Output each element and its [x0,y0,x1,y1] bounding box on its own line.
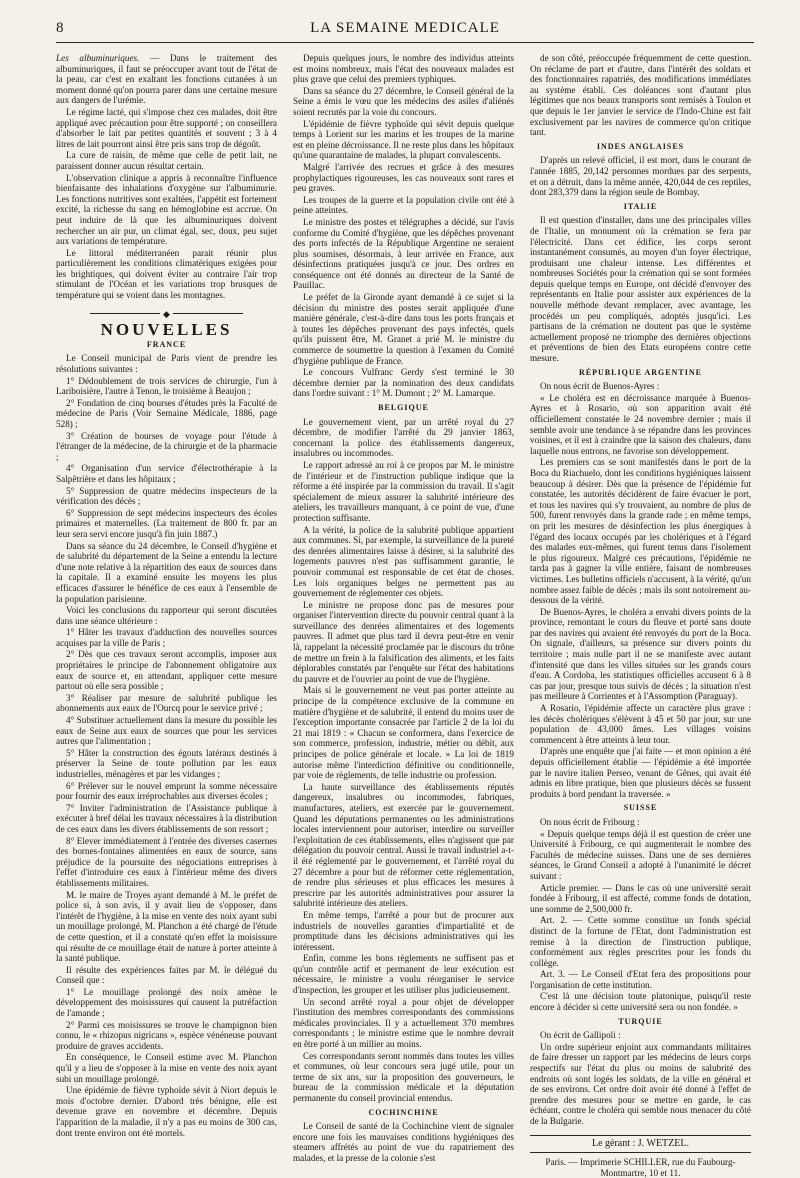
article-albuminurie-first: Les albuminuriques. — Dans le traitement des albuminuriques, il faut se préoccuper avant tout de l'état de la peau, car c'est en exaltant les fonctions cutanées à un moment donné qu'on pourra parer dans une certaine mesure aux dangers de l'urémie. [56,53,277,106]
paragraph: D'après une enquête que j'ai faite — et mon opinion a été depuis officiellement établie — l'épidémie a été importée par le navire italien Perseo, venant de Gênes, qui avait été admis en libre pratique, bien que plusieurs décès se fussent produits à bord pendant la traversée. » [530,746,751,799]
paragraph: Le concours Vulfranc Gerdy s'est terminé le 30 décembre dernier par la nomination des deux candidats dans l'ordre suivant : 1° M. Dumont ; 2° M. Lamarque. [293,367,514,399]
paragraph: Art. 2. — Cette somme constitue un fonds spécial distinct de la fortune de l'Etat, dont l'administration est remise à la direction de l'instruction publique, conformément aux règles prescrites pour les fonds du collège. [530,915,751,968]
paragraph: Le gouvernement vient, par un arrêté royal du 27 décembre, de modifier l'arrêté du 29 janvier 1863, concernant la police des établissements dangereux, insalubres ou incommodes. [293,416,514,459]
section-heading-suisse: SUISSE [623,803,658,813]
paragraph: La haute surveillance des établissements réputés dangereux, insalubres ou incommodes, fabriques, manufactures, ateliers, est exercée par le gouvernement. Quand les députations permanentes ou les administrations locales interviennent pour autoriser, interdire ou surveiller l'exploitation de ces établissements, elles n'agissent que par délégation du pouvoir central. Aussi le travail industriel a-t-il été réglementé par le gouvernement, et l'arrêté royal du 27 décembre a pour but de réformer cette réglementation, de rendre plus sérieuses et plus efficaces les mesures à prescrire par les autorités administratives pour assurer la salubrité intérieure des ateliers. [293,781,514,909]
paragraph: 4° Organisation d'un service d'électrothérapie à la Salpêtrière et dans les hôpitaux ; [56,463,277,484]
paragraph: On nous écrit de Fribourg : [540,816,640,827]
section-heading-nouvelles: NOUVELLES [100,320,233,340]
paragraph: « Le choléra est en décroissance marquée à Buenos-Ayres et à Rosario, où son apparition avait été officiellement constatée le 24 novembre dernier ; mais il semble avoir une tendance à se répandre dans les provinces voisines, et il est à craindre que la saison des chaleurs, dans laquelle nous entrons, ne favorise son développement. [530,392,751,456]
paragraph: « Depuis quelque temps déjà il est question de créer une Université à Fribourg, ce qui augmenterait le nombre des Facultés de médecine suisses. Dans une de ses dernières séances, le Grand Conseil a adopté à l'unanimité le décret suivant : [530,828,751,881]
paragraph: Article premier. — Dans le cas où une université serait fondée à Fribourg, il est affecté, comme fonds de dotation, une somme de 2,500,000 fr. [530,882,751,914]
paragraph: 2° Fondation de cinq bourses d'études près la Faculté de médecine de Paris (Voir Semaine Médicale, 1886, page 528) ; [56,397,277,429]
column-3 [530,53,751,1178]
printer-imprint: Paris. — Imprimerie SCHILLER, rue du Faubourg-Montmartre, 10 et 11. [545,1157,736,1178]
column-2 [293,53,514,1163]
paragraph: C'est là une décision toute platonique, puisqu'il reste encore à décider si cette université sera ou non fondée. » [530,991,751,1013]
paragraph: Voici les conclusions du rapporteur qui seront discutées dans une séance ultérieure : [56,605,277,626]
paragraph: Dans sa séance du 27 décembre, le Conseil général de la Seine a émis le vœu que les médecins des asiles d'aliénés soient recrutés par la voie du concours. [293,85,514,117]
paragraph: 2° Parmi ces moisissures se trouve le champignon bien connu, le « rhizopus nigricans », espèce vénéneuse pouvant produire de graves accidents. [56,1019,277,1051]
paragraph: Il est question d'installer, dans une des principales villes de l'Italie, un monument où la crémation se fera par l'électricité. Dans cet édifice, les corps seront instantanément consumés, au moyen d'un foyer électrique, produisant une chaleur intense. Les différentes et nombreuses Sociétés pour la crémation qui se sont formées depuis quelque temps en Europe, ont décidé d'envoyer des représentants en Italie pour assister aux expériences de la nouvelle méthode devant remplacer, avec avantage, les procédés un peu compliqués, adoptés jusqu'ici. Les partisans de la crémation ne doutent pas que le système actuellement proposé ne triomphe des dernières objections et préventions de bien des Etats européens contre cette mesure. [530,215,751,364]
paragraph: 2° Dès que ces travaux seront accomplis, imposer aux propriétaires le principe de l'abonnement obligatoire aux eaux de source et, en attendant, appliquer cette mesure partout où elle sera possible ; [56,649,277,692]
paragraph: En même temps, l'arrêté a pour but de procurer aux industriels de nouvelles garanties d'impartialité et de promptitude dans les décisions administratives qui les intéressent. [293,909,514,952]
paragraph: 5° Suppression de quatre médecins inspecteurs de la vérification des décès ; [56,485,277,507]
paragraph: Le Conseil municipal de Paris vient de prendre les résolutions suivantes : [56,353,277,375]
section-heading-indes: INDES ANGLAISES [596,141,685,151]
paragraph: Ces correspondants seront nommés dans toutes les villes et communes, où leur concours sera jugé utile, pour un terme de six ans, sur la proposition des gouverneurs, le bureau de la commission médicale et la députation permanente du conseil provincial entendus. [293,1050,514,1103]
section-heading-argentine: RÉPUBLIQUE ARGENTINE [579,367,702,377]
paragraph: Depuis quelques jours, le nombre des individus atteints est moins nombreux, mais l'état des nouveaux malades est plus grave que celui des premiers typhiques. [293,53,514,85]
paragraph: Art. 3. — Le Conseil d'Etat fera des propositions pour l'organisation de cette institution. [530,969,751,990]
paragraph: 1° Le mouillage prolongé des noix amène le développement des moisissures qui causent la putréfaction de l'amande ; [56,986,277,1019]
section-heading-france: FRANCE [146,339,187,349]
section-divider: ◆ [56,309,277,320]
gerant-signature: Le gérant : J. WETZEL. [530,1135,751,1154]
paragraph: A Rosario, l'épidémie affecte un caractère plus grave : les décès cholériques s'élèvent à 45 et 50 par jour, sur une population de 43,000 âmes. Les villages voisins commencent à être atteints à leur tour. [530,703,751,745]
section-heading-cochinchine: COCHINCHINE [368,1107,439,1117]
paragraph: 5° Hâter la construction des égouts latéraux destinés à préserver la Seine de toute pollution par les eaux industrielles, ménagères et par les vidanges ; [56,747,277,779]
article-title-albuminurie: Les albuminuriques. [56,53,140,63]
paragraph: 8° Elever immédiatement à l'entrée des diverses casernes des bornes-fontaines alimentées en eaux de source, sans préjudice de la poursuite des négociations entreprises à l'effet d'introduire ces eaux à l'intérieur même des divers établissements militaires. [56,835,277,888]
journal-title: LA SEMAINE MEDICALE [310,20,500,36]
paragraph: Les troupes de la guerre et la population civile ont été à peine atteintes. [293,194,514,216]
paragraph: de son côté, préoccupée fréquemment de cette question. On réclame de part et d'autre, dans l'intérêt des soldats et des fonctionnaires rapatriés, des modifications immédiates au système établi. Ces doléances sont d'autant plus légitimes que nos beaux transports sont remisés à Toulon et que depuis le 1er janvier le service de l'Indo-Chine est fait exclusivement par les navires de commerce qu'on critique tant. [530,53,751,138]
paragraph: D'après un relevé officiel, il est mort, dans le courant de l'année 1885, 20,142 personnes mordues par des serpents, et on a détruit, dans la même année, 420,044 de ces reptiles, dont 283,379 dans la région seule de Bombay. [530,155,751,198]
paragraph: 4° Substituer actuellement dans la mesure du possible les eaux de Seine aux eaux de sources que pour les services autres que l'alimentation ; [56,715,277,747]
paragraph: 6° Prélever sur le nouvel emprunt la somme nécessaire pour fournir des eaux irréprochables aux diverses écoles ; [56,780,277,802]
section-heading-belgique: BELGIQUE [378,403,429,412]
paragraph: Le rapport adressé au roi à ce propos par M. le ministre de l'intérieur et de l'instruction publique indique que la réforme a été inspirée par la commission du travail. Il s'agit spécialement de mieux assurer la salubrité intérieure des ateliers, les travailleurs manquant, à ce point de vue, d'une protection suffisante. [293,459,514,523]
paragraph: On écrit de Gallipoli : [540,1030,621,1041]
paragraph: Il résulte des expériences faites par M. le délégué du Conseil que : [56,964,277,986]
page-header [56,20,754,43]
paragraph: 1° Dédoublement de trois services de chirurgie, l'un à Lariboisière, l'autre à Tenon, le troisième à Beaujon ; [56,375,277,397]
paragraph: On nous écrit de Buenos-Ayres : [540,381,660,392]
paragraph: L'épidémie de fièvre typhoïde qui sévit depuis quelque temps à Lorient sur les marins et les troupes de la marine est en pleine décroissance. Il ne reste plus dans les hôpitaux qu'une quarantaine de malades, la plupart convalescents. [293,118,514,161]
page-number: 8 [56,20,64,36]
paragraph: 6° Suppression de sept médecins inspecteurs des écoles primaires et maternelles. (La traitement de 800 fr. par an leur sera servi encore jusqu'à fin juin 1887.) [56,507,277,539]
paragraph: M. le maire de Troyes ayant demandé à M. le préfet de police si, à son avis, il y avait lieu de s'opposer, dans l'intérêt de l'hygiène, à la mise en vente des noix ayant subi un mouillage prolongé, M. Planchon a été chargé de l'étude de cette question, et il a constaté qu'en effet la moisissure qui résulte de ce mouillage était de nature à porter atteinte à la santé publique. [56,889,277,964]
paragraph: En conséquence, le Conseil estime avec M. Planchon qu'il y a lieu de s'opposer à la mise en vente des noix ayant subi un mouillage prolongé. [56,1052,277,1084]
paragraph: 1° Hâter les travaux d'adduction des nouvelles sources acquises par la ville de Paris ; [56,627,277,648]
section-heading-turquie: TURQUIE [618,1016,663,1026]
text-columns [56,53,754,1178]
paragraph: Le ministre ne propose donc pas de mesures pour organiser l'intervention directe du pouvoir central quant à la surveillance des denrées alimentaires et des logements pauvres. Il admet que plus tard il devra peut-être en venir là, rappelant la nécessité proclamée par le discours du trône de mettre un frein à la falsification des aliments, et les faits déplorables constatés par l'enquête sur l'état des habitations du pauvre et de l'ouvrier au point de vue de l'hygiène. [293,599,514,684]
paragraph: Les premiers cas se sont manifestés dans le port de la Boca du Riachuelo, dont les conditions hygiéniques laissent beaucoup à désirer. Dès que la présence de l'épidémie fut constatée, les autorités décidèrent de faire évacuer le port, et tous les navires qui s'y trouvaient, au nombre de plus de 500, furent renvoyés dans la grande rade ; en même temps, on prit les mesures de désinfection les plus énergiques à l'égard des locaux occupés par les cholériques et à l'égard des malades eux-mêmes, qui furent tenus dans l'isolement le plus rigoureux. Malgré ces précautions, l'épidémie ne tarda pas à gagner la ville entière, faisant de nombreuses victimes. Les bulletins officiels n'accusent, à la vérité, qu'un nombre assez faible de décès ; mais ils sont notoirement au-dessous de la vérité. [530,457,751,606]
paragraph: L'observation clinique a appris à reconnaître l'influence bienfaisante des inhalations d'oxygène sur l'albuminurie. Les fonctions nutritives sont exaltées, l'appétit est fortement excité, la richesse du sang en hémoglobine est accrue. On peut induire de là que les albuminuriques doivent rechercher un air pur, un climat égal, sec, doux, peu sujet aux variations de température. [56,172,277,247]
paragraph: La cure de raisin, de même que celle de petit lait, ne paraissent donner aucun résultat certain. [56,150,277,171]
paragraph: 3° Réaliser par mesure de salubrité publique les abonnements aux eaux de l'Ourcq pour le service privé ; [56,692,277,714]
paragraph: Une épidémie de fièvre typhoïde sévit à Niort depuis le mois d'octobre dernier. D'abord très bénigne, elle est devenue grave en novembre et décembre. Depuis l'apparition de la maladie, il n'y a pas eu moins de 300 cas, dont trente environ ont été mortels. [56,1085,277,1138]
paragraph: Le régime lacté, qui s'impose chez ces malades, doit être appliqué avec précaution pour être supporté ; on conseillera d'absorber le lait par petites quantités et souvent ; 3 à 4 litres de lait pourront ainsi être pris sans trop de dégoût. [56,106,277,149]
paragraph: Dans sa séance du 24 décembre, le Conseil d'hygiène et de salubrité du département de la Seine a entendu la lecture d'une note relative à la répartition des eaux de sources dans la capitale. Il a examiné ensuite les moyens les plus efficaces d'assurer le bénéfice de ces eaux à l'ensemble de la population parisienne. [56,540,277,604]
section-heading-italie: ITALIE [623,201,658,211]
paragraph: 7° Inviter l'administration de l'Assistance publique à exécuter à bref délai les travaux nécessaires à la distribution de ces eaux dans les divers établissements de son ressort ; [56,802,277,834]
paragraph: Le littoral méditerranéen parait réunir plus particulièrement les conditions climatériques exigées pour les brightiques, qui doivent éviter au contraire l'air trop stimulant de l'Océan et les variations trop brusques de température qui se voient dans les montagnes. [56,247,277,301]
paragraph: Malgré l'arrivée des recrues et grâce à des mesures prophylactiques rigoureuses, les cas nouveaux sont rares et peu graves. [293,161,514,194]
column-1 [56,53,277,1138]
paragraph: 3° Création de bourses de voyage pour l'étude à l'étranger de la médecine, de la chirurgie et de la pharmacie ; [56,430,277,462]
paragraph: Le Conseil de santé de la Cochinchine vient de signaler encore une fois les mauvaises conditions hygiéniques des steamers affrétés au point de vue du rapatriement des malades, et la presse de la colonie s'est [293,1121,514,1163]
paragraph: De Buenos-Ayres, le choléra a envahi divers points de la province, remontant le cours du fleuve et porté sans doute par des navires qui avaient été renvoyés du port de la Boca. On signale, d'ailleurs, sa présence sur divers points du territoire ; mais nulle part il ne se manifeste avec autant d'intensité que dans les villes situées sur les grands cours d'eau. A Cordoba, les statistiques officielles accusent 6 à 8 cas par jour, presque tous suivis de décès ; la situation n'est pas meilleure à Corrientes et à l'Assomption (Paraguay). [530,606,751,702]
paragraph: Le ministre des postes et télégraphes a décidé, sur l'avis conforme du Comité d'hygiène, que les dépêches provenant des ports infectés de la République Argentine ne seraient plus soumises, désormais, à leur arrivée en France, aux désinfections pratiquées jusqu'à ce jour. Des ordres en conséquence ont été donnés au directeur de la Santé de Pauillac. [293,216,514,291]
paragraph: Le préfet de la Gironde ayant demandé à ce sujet si la décision du ministre des postes serait appliquée d'une manière générale, c'est-à-dire dans tous les ports français et à toutes les dépêches provenant des pays infectés, quels qu'ils puissent être, M. Granet a prié M. le ministre du commerce de soumettre la question à l'examen du Comité d'hygiène publique de France. [293,292,514,366]
paragraph: Enfin, comme les bons règlements ne suffisent pas et qu'un contrôle actif et permanent de leur exécution est nécessaire, le ministre a voulu réorganiser le service d'inspection, les grouper et les utiliser plus judicieusement. [293,953,514,996]
paragraph: Un second arrêté royal a pour objet de développer l'institution des membres correspondants des commissions médicales provinciales. Il y a actuellement 370 membres correspondants ; le ministre estime que le nombre devrait en être porté à un millier au moins. [293,996,514,1050]
paragraph: Mais si le gouvernement ne veut pas porter atteinte au principe de la compétence exclusive de la commune en matière d'hygiène et de salubrité, il entend du moins user de l'exception importante consacrée par l'article 2 de la loi du 21 mai 1819 : « Chacun se conformera, dans l'exercice de son commerce, profession, industrie, métier ou débit, aux principes de police générale et locale. » La loi de 1819 autorise même l'interdiction définitive ou conditionnelle, par voie de règlements, de telle industrie ou profession. [293,685,514,781]
paragraph: Un ordre supérieur enjoint aux commandants militaires de faire dresser un rapport par les médecins de leurs corps respectifs sur l'état du plus ou moins de salubrité des endroits où sont logés les soldats, de la ville en général et de ses environs. Cet ordre doit avoir été donné à l'effet de prendre des mesures pour se mettre en garde, le cas échéant, contre le choléra qui semble nous menacer du côté de la Bulgarie. [530,1041,751,1126]
paragraph: A la vérité, la police de la salubrité publique appartient aux communes. Si, par exemple, la surveillance de la pureté des denrées alimentaires laisse à désirer, si la salubrité des logements pauvres n'est pas suffisamment garantie, le pouvoir communal est responsable de cet état de choses. Les lois organiques belges ne permettent pas au gouvernement de réglementer ces objets. [293,524,514,599]
